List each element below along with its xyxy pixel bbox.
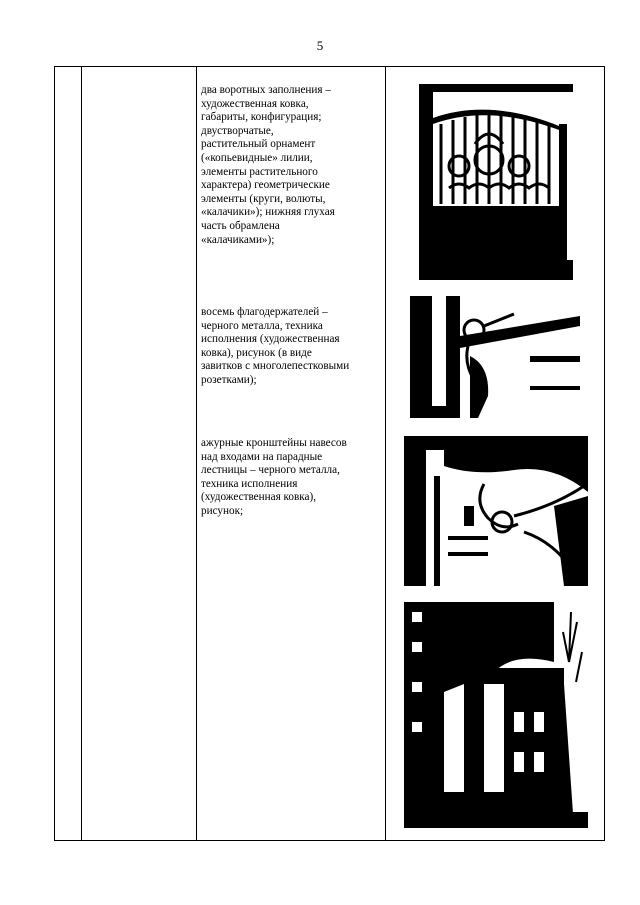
text-line: восемь флагодержателей –	[201, 306, 328, 318]
text-line: («копьевидные» лилии,	[201, 151, 313, 164]
text-line: «калачики»); нижняя глухая	[201, 206, 335, 219]
text-line: характера) геометрические	[201, 179, 330, 192]
text-line: завитков с многолепестковыми	[201, 360, 350, 373]
bracket-photo	[404, 436, 588, 586]
text-line: элементы растительного	[201, 165, 318, 178]
text-line: элементы (круги, волюты,	[201, 192, 326, 205]
text-line: черного металла, техника	[201, 319, 323, 332]
text-line: лестницы – черного металла,	[201, 464, 340, 477]
text-line: розетками);	[201, 373, 257, 386]
column-divider-1	[81, 67, 82, 840]
text-line: художественная ковка,	[201, 97, 309, 110]
text-line: «калачиками»);	[201, 233, 275, 246]
text-line: двустворчатые,	[201, 124, 274, 137]
gate-photo	[419, 84, 573, 280]
text-line: растительный орнамент	[201, 138, 316, 151]
page-number: 5	[316, 38, 324, 53]
text-line: над входами на парадные	[201, 450, 323, 463]
canopy-photo	[404, 602, 588, 828]
text-line: ковка), рисунок (в виде	[201, 346, 312, 359]
text-line: габариты, конфигурация;	[201, 111, 322, 124]
text-line: часть обрамлена	[201, 219, 280, 232]
text-line: два воротных заполнения –	[201, 84, 331, 96]
text-line: рисунок;	[201, 504, 244, 517]
text-line: (художественная ковка),	[201, 491, 317, 504]
gate-description	[201, 84, 383, 247]
text-line: исполнения (художественная	[201, 333, 340, 346]
text-line: техника исполнения	[201, 477, 298, 490]
bracket-description	[201, 437, 383, 519]
flag-holder-description	[201, 306, 383, 388]
flag-holder-photo	[410, 296, 580, 418]
text-line: ажурные кронштейны навесов	[201, 437, 347, 449]
column-divider-2	[196, 67, 197, 840]
column-divider-3	[385, 67, 386, 840]
